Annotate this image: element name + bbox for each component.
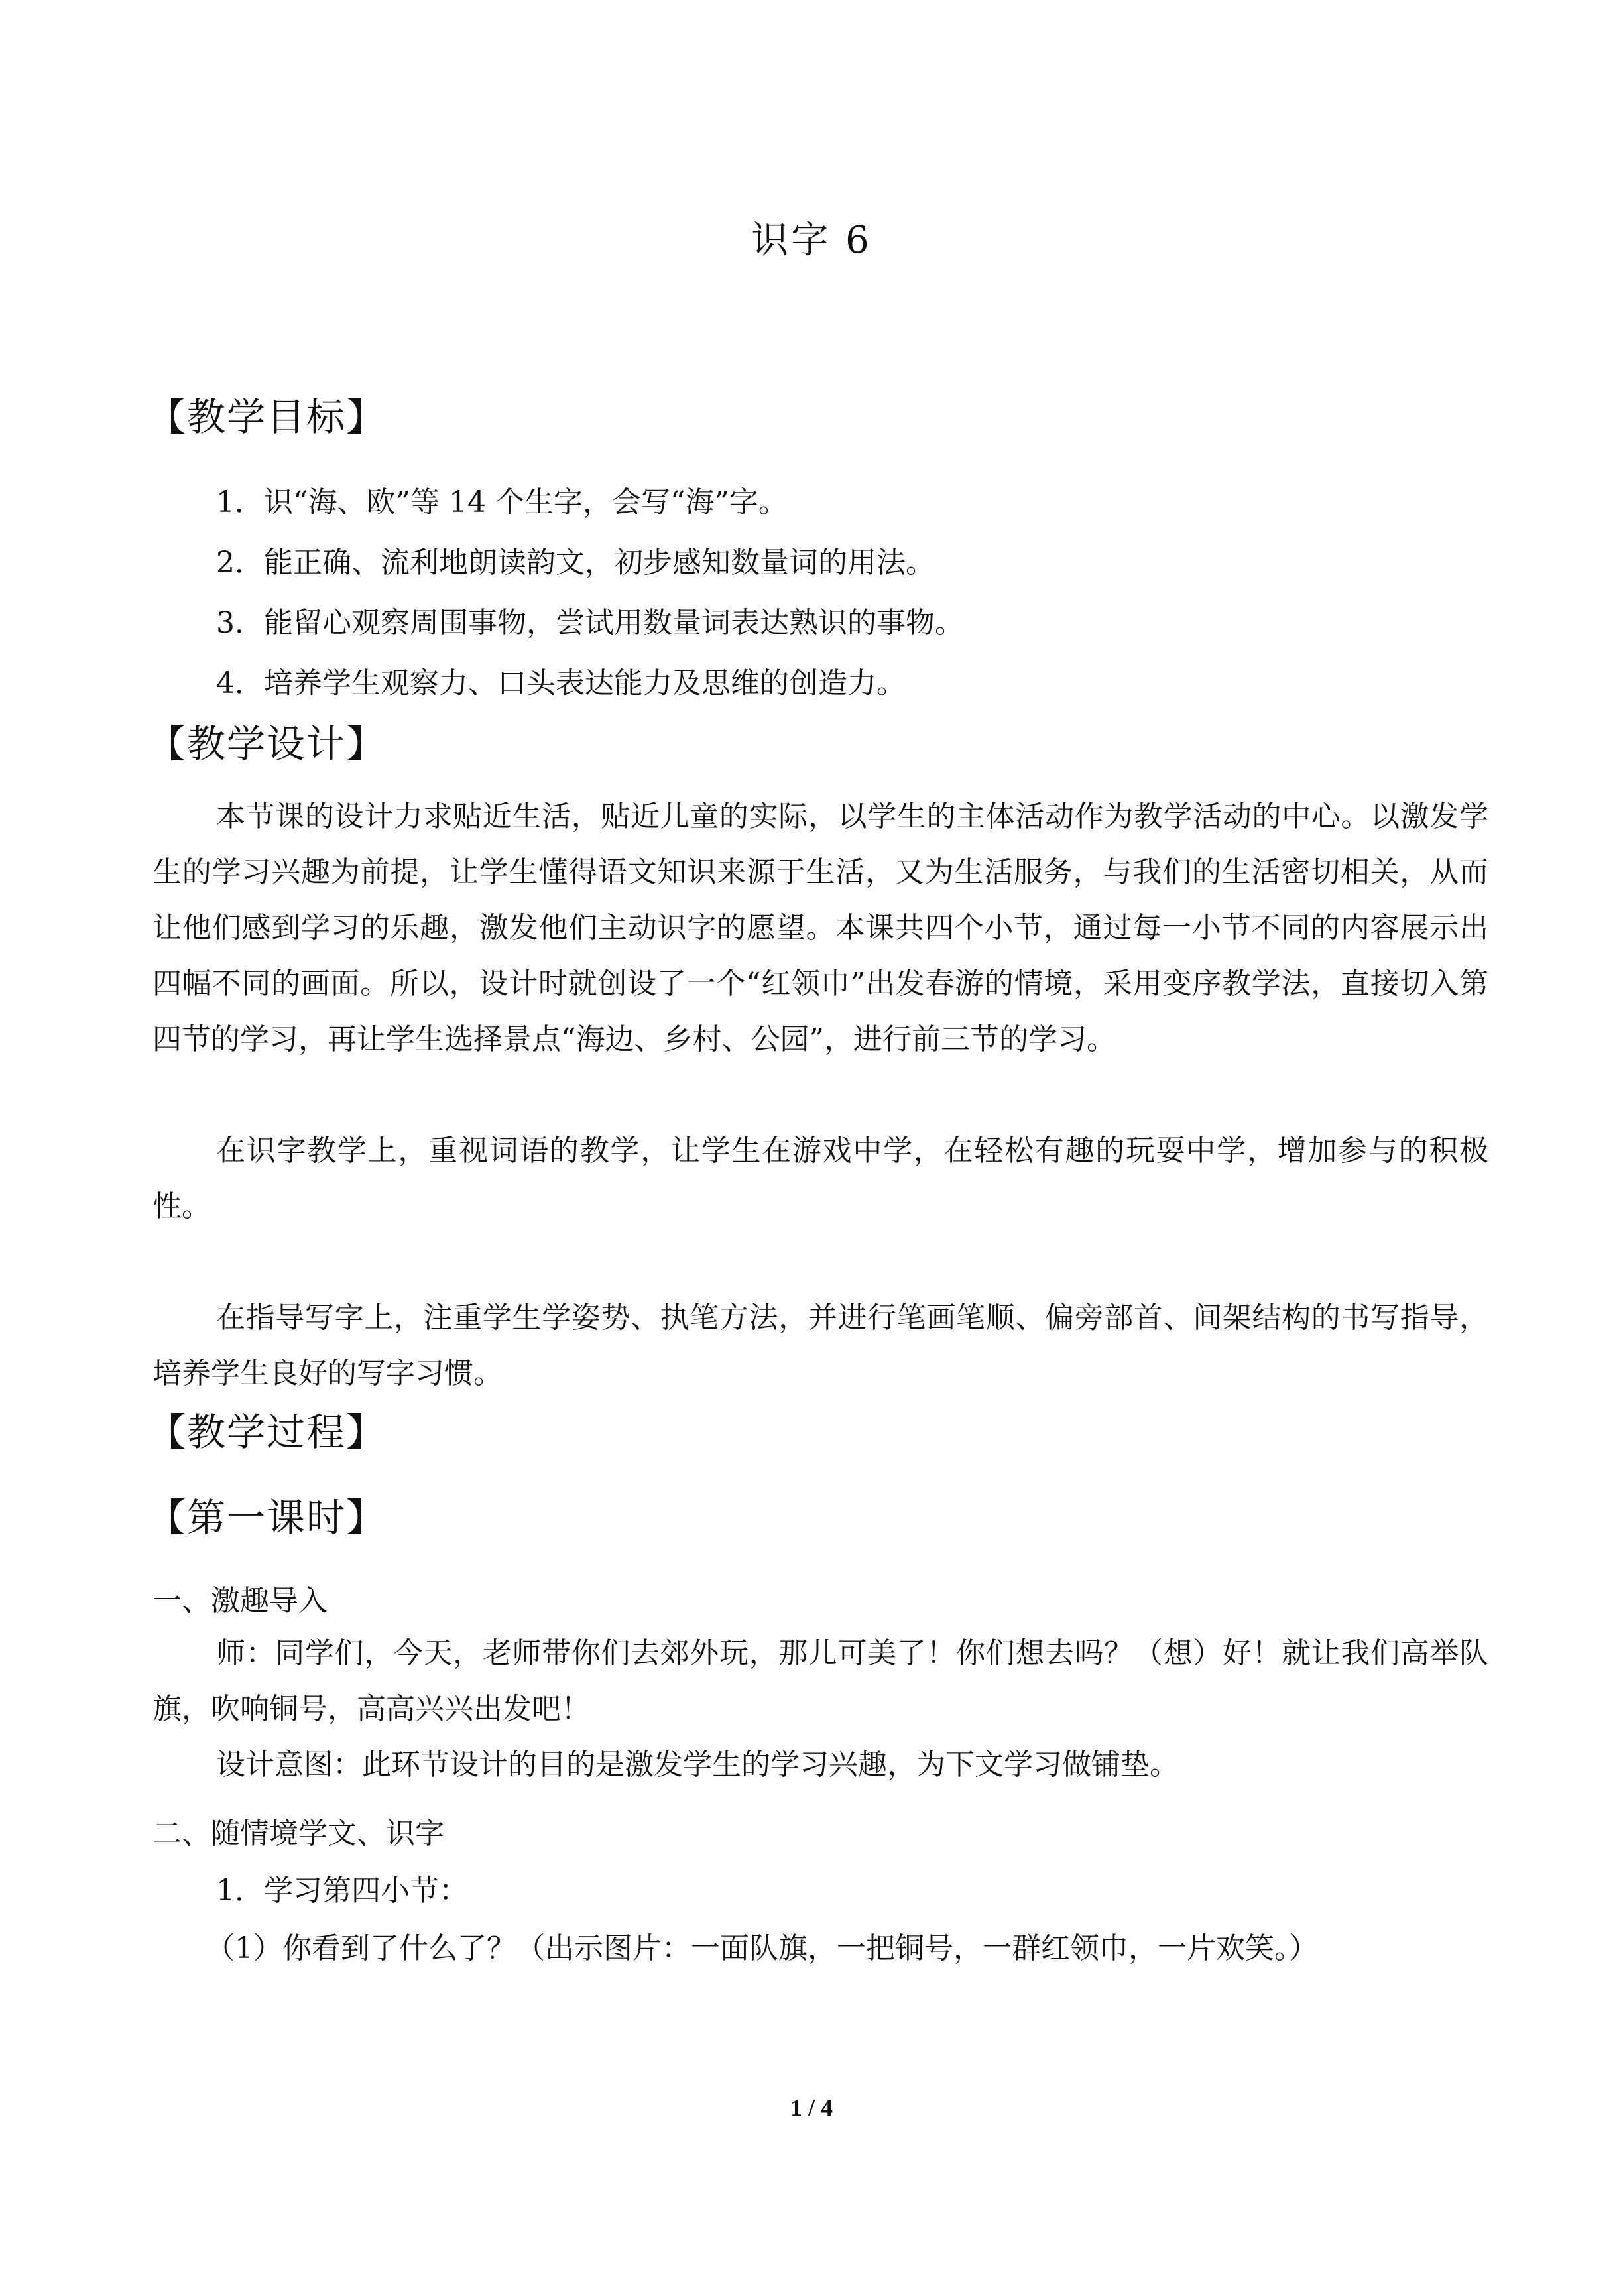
objective-item: 2．能正确、流利地朗读韵文，初步感知数量词的用法。 [216, 546, 935, 579]
objectives-heading: 【教学目标】 [147, 394, 387, 440]
process-heading: 【教学过程】 [147, 1410, 387, 1455]
part2-question: （1）你看到了什么了？（出示图片：一面队旗，一把铜号，一群红领巾，一片欢笑。） [206, 1931, 1318, 1965]
part2-title: 二、随情境学文、识字 [152, 1817, 444, 1850]
objective-item: 1．识“海、欧”等 14 个生字，会写“海”字。 [216, 485, 788, 519]
part1-title: 一、激趣导入 [152, 1584, 328, 1618]
lesson1-heading: 【第一课时】 [147, 1495, 387, 1540]
part2-step: 1．学习第四小节： [216, 1874, 468, 1907]
objective-item: 3．能留心观察周围事物，尝试用数量词表达熟识的事物。 [216, 606, 964, 640]
design-paragraph: 本节课的设计力求贴近生活，贴近儿童的实际，以学生的主体活动作为教学活动的中心。以激发学生的学习兴趣为前提，让学生懂得语文知识来源于生活，又为生活服务，与我们的生活密切相关，从而让他们感到学习的乐趣，激发他们主动识字的愿望。本课共四个小节，通过每一小节不同的内容展示出四幅不同的画面。所以，设计时就创设了一个“红领巾”出发春游的情境，采用变序教学法，直接切入第四节的学习，再让学生选择景点“海边、乡村、公园”，进行前三节的学习。 [152, 800, 1488, 1056]
page-title: 识字 6 [751, 219, 872, 262]
part1-paragraph: 师：同学们，今天，老师带你们去郊外玩，那儿可美了！你们想去吗？（想）好！就让我们高举队旗，吹响铜号，高高兴兴出发吧！ [152, 1636, 1488, 1726]
design-paragraph: 在识字教学上，重视词语的教学，让学生在游戏中学，在轻松有趣的玩耍中学，增加参与的积极性。 [152, 1134, 1488, 1223]
part1-paragraph: 设计意图：此环节设计的目的是激发学生的学习兴趣，为下文学习做铺垫。 [216, 1748, 1179, 1782]
design-paragraph: 在指导写字上，注重学生学姿势、执笔方法，并进行笔画笔顺、偏旁部首、间架结构的书写指导，培养学生良好的写字习惯。 [152, 1301, 1488, 1390]
design-heading: 【教学设计】 [147, 721, 387, 766]
page-number: 1 / 4 [790, 2094, 833, 2121]
objective-item: 4．培养学生观察力、口头表达能力及思维的创造力。 [216, 666, 906, 700]
